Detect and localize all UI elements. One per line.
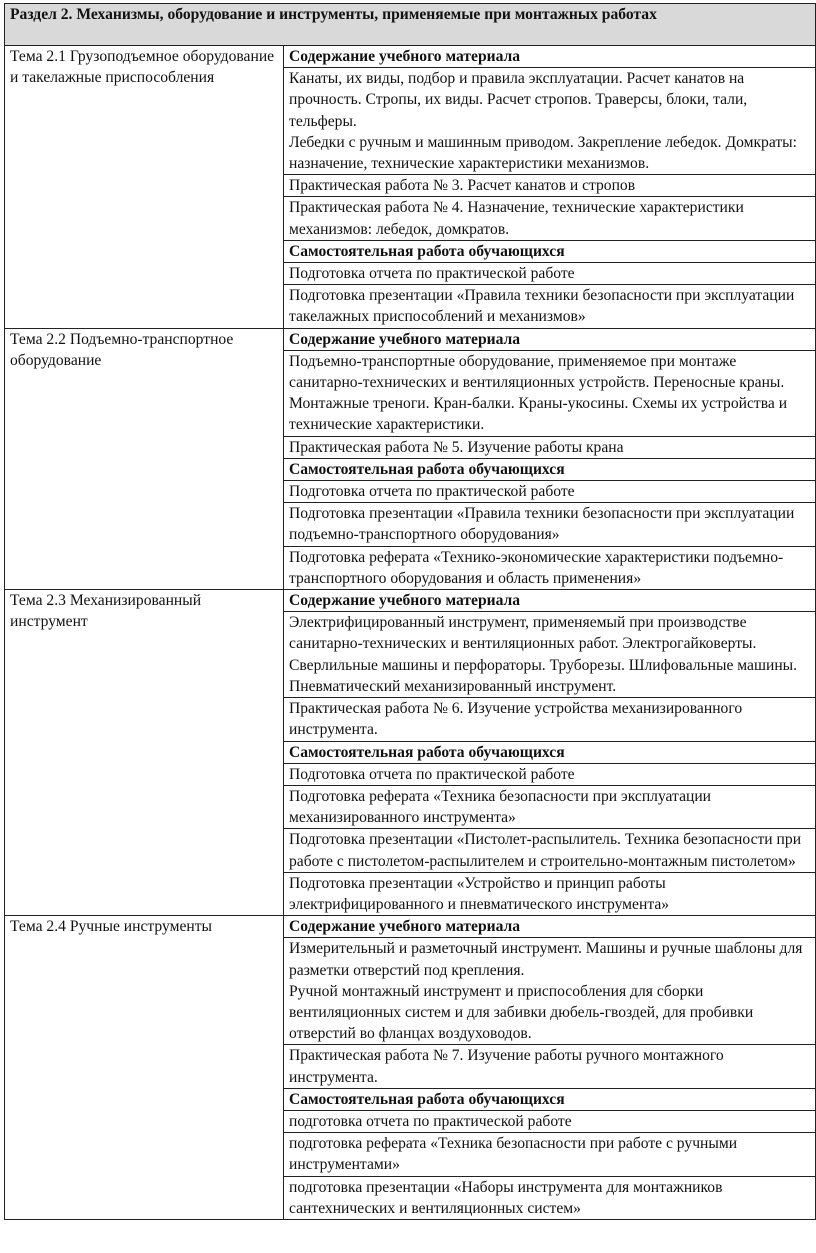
subheading-cell: Самостоятельная работа обучающихся xyxy=(284,741,816,763)
content-cell: Подготовка реферата «Технико-экономические характеристики подъемно-транспортного оборудования и область применения» xyxy=(284,546,816,589)
content-cell: Подготовка реферата «Техника безопасности при эксплуатации механизированного инструмента» xyxy=(284,785,816,828)
table-row xyxy=(5,590,816,612)
subheading-cell: Самостоятельная работа обучающихся xyxy=(284,458,816,480)
subheading-cell: Содержание учебного материала xyxy=(284,590,816,612)
content-paragraph: Электрифицированный инструмент, применяемый при производстве санитарно-технических и вентиляционных работ. Электрогайковерты. Сверлильные машины и перфораторы. Труборезы. Шлифовальные машины. xyxy=(289,614,798,674)
content-cell: Практическая работа № 6. Изучение устройства механизированного инструмента. xyxy=(284,698,816,741)
content-cell xyxy=(284,350,816,436)
content-cell xyxy=(284,68,816,175)
section-title: Раздел 2. Механизмы, оборудование и инструменты, применяемые при монтажных работах xyxy=(5,4,816,46)
content-paragraph: Пневматический механизированный инструмент. xyxy=(289,677,617,695)
content-paragraph: Измерительный и разметочный инструмент. Машины и ручные шаблоны для разметки отверстий под крепления. xyxy=(289,940,803,979)
content-cell: Подготовка отчета по практической работе xyxy=(284,263,816,285)
content-cell: Подготовка презентации «Правила техники безопасности при эксплуатации подъемно-транспортного оборудования» xyxy=(284,503,816,546)
subheading-cell: Содержание учебного материала xyxy=(284,46,816,68)
content-cell: Подготовка отчета по практической работе xyxy=(284,481,816,503)
content-cell: подготовка презентации «Наборы инструмента для монтажников сантехнических и вентиляционных систем» xyxy=(284,1176,816,1219)
content-cell: Подготовка презентации «Устройство и принцип работы электрифицированного и пневматического инструмента» xyxy=(284,872,816,915)
content-cell: Практическая работа № 3. Расчет канатов и стропов xyxy=(284,175,816,197)
section-header-row xyxy=(5,4,816,46)
content-cell xyxy=(284,938,816,1045)
topic-title: Тема 2.3 Механизированный инструмент xyxy=(5,590,284,916)
topic-title: Тема 2.4 Ручные инструменты xyxy=(5,916,284,1220)
table-row xyxy=(5,916,816,938)
topic-title: Тема 2.2 Подъемно-транспортное оборудование xyxy=(5,328,284,589)
content-cell: Подготовка отчета по практической работе xyxy=(284,763,816,785)
content-paragraph: Подъемно-транспортные оборудование, применяемое при монтаже санитарно-технических и вентиляционных устройств. Переносные краны. Монтажные треноги. Кран-балки. Краны-укосины. Схемы их устройства и технические характеристики. xyxy=(289,352,788,434)
content-cell: Подготовка презентации «Правила техники безопасности при эксплуатации такелажных приспособлений и механизмов» xyxy=(284,285,816,328)
content-cell: Практическая работа № 7. Изучение работы ручного монтажного инструмента. xyxy=(284,1045,816,1088)
content-cell xyxy=(284,612,816,698)
content-cell: подготовка отчета по практической работе xyxy=(284,1110,816,1132)
content-paragraph: Канаты, их виды, подбор и правила эксплуатации. Расчет канатов на прочность. Стропы, их виды. Расчет стропов. Траверсы, блоки, тали, тельферы. xyxy=(289,70,748,130)
subheading-cell: Самостоятельная работа обучающихся xyxy=(284,1088,816,1110)
table-row xyxy=(5,46,816,68)
content-cell: Практическая работа № 4. Назначение, технические характеристики механизмов: лебедок, домкратов. xyxy=(284,197,816,240)
subheading-cell: Самостоятельная работа обучающихся xyxy=(284,240,816,262)
table-row xyxy=(5,328,816,350)
content-paragraph: Ручной монтажный инструмент и приспособления для сборки вентиляционных систем и для забивки дюбель-гвоздей, для пробивки отверстий во фланцах воздуховодов. xyxy=(289,982,754,1043)
content-cell: Практическая работа № 5. Изучение работы крана xyxy=(284,436,816,458)
content-cell: подготовка реферата «Техника безопасности при работе с ручными инструментами» xyxy=(284,1133,816,1176)
content-cell: Подготовка презентации «Пистолет-распылитель. Техника безопасности при работе с пистолетом-распылителем и строительно-монтажным пистолетом» xyxy=(284,829,816,872)
topic-title: Тема 2.1 Грузоподъемное оборудование и такелажные приспособления xyxy=(5,46,284,329)
curriculum-table xyxy=(4,3,816,1220)
subheading-cell: Содержание учебного материала xyxy=(284,328,816,350)
content-paragraph: Лебедки с ручным и машинным приводом. Закрепление лебедок. Домкраты: назначение, технические характеристики механизмов. xyxy=(289,133,797,173)
subheading-cell: Содержание учебного материала xyxy=(284,916,816,938)
